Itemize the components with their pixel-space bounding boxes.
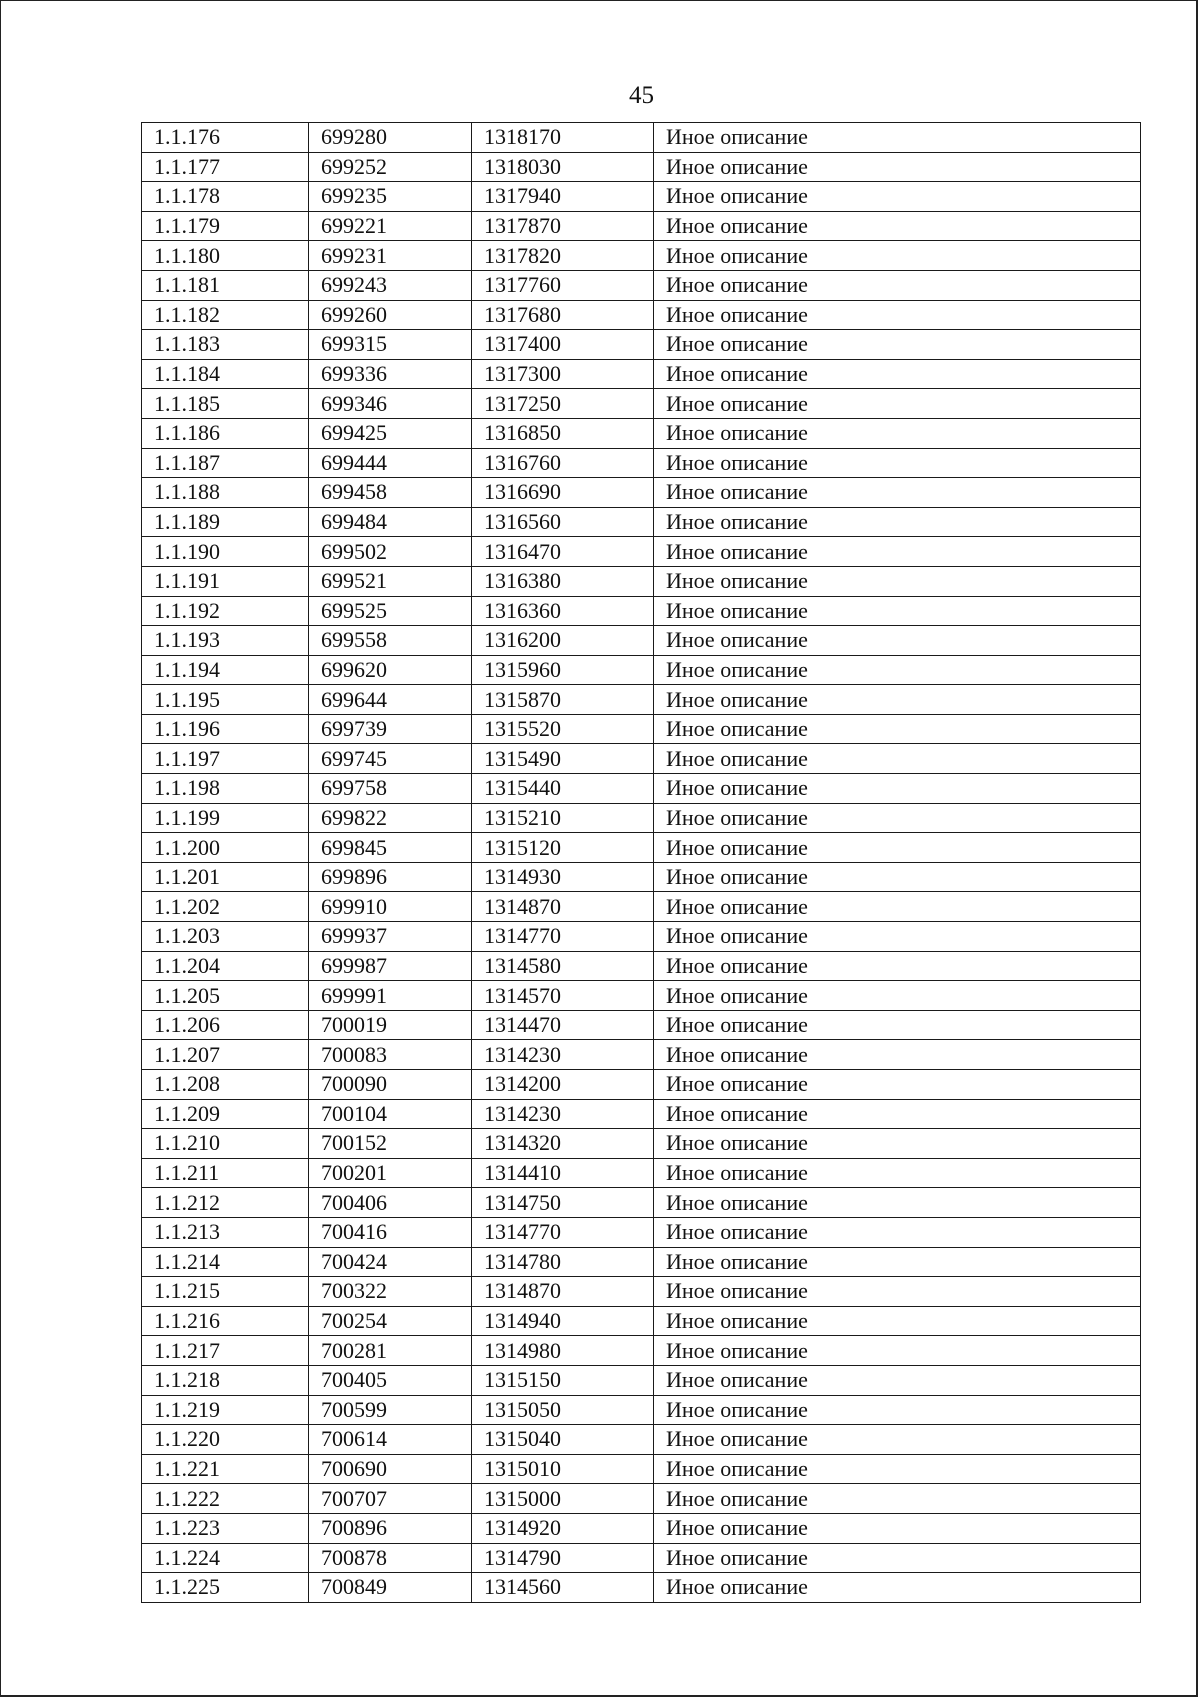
point-number-cell: 1.1.182	[142, 300, 309, 330]
point-number-cell: 1.1.183	[142, 330, 309, 360]
y-coordinate-cell: 1314870	[472, 892, 654, 922]
point-number-cell: 1.1.176	[142, 123, 309, 153]
point-number-cell: 1.1.200	[142, 833, 309, 863]
point-number-cell: 1.1.177	[142, 152, 309, 182]
table-row	[142, 241, 1141, 271]
table-row	[142, 1543, 1141, 1573]
x-coordinate-cell: 699987	[309, 951, 472, 981]
description-cell: Иное описание	[654, 1425, 1141, 1455]
point-number-cell: 1.1.213	[142, 1217, 309, 1247]
point-number-cell: 1.1.201	[142, 862, 309, 892]
x-coordinate-cell: 700322	[309, 1277, 472, 1307]
x-coordinate-cell: 699896	[309, 862, 472, 892]
description-cell: Иное описание	[654, 1306, 1141, 1336]
x-coordinate-cell: 700896	[309, 1513, 472, 1543]
x-coordinate-cell: 700416	[309, 1217, 472, 1247]
description-cell: Иное описание	[654, 1454, 1141, 1484]
description-cell: Иное описание	[654, 1365, 1141, 1395]
x-coordinate-cell: 699458	[309, 478, 472, 508]
y-coordinate-cell: 1315040	[472, 1425, 654, 1455]
table-row	[142, 1040, 1141, 1070]
x-coordinate-cell: 699991	[309, 981, 472, 1011]
description-cell: Иное описание	[654, 566, 1141, 596]
table-row	[142, 566, 1141, 596]
y-coordinate-cell: 1315870	[472, 685, 654, 715]
x-coordinate-cell: 700690	[309, 1454, 472, 1484]
table-row	[142, 478, 1141, 508]
table-row	[142, 1277, 1141, 1307]
page-number: 45	[629, 82, 654, 109]
description-cell: Иное описание	[654, 1513, 1141, 1543]
table-row	[142, 862, 1141, 892]
table-row	[142, 922, 1141, 952]
x-coordinate-cell: 699336	[309, 359, 472, 389]
description-cell: Иное описание	[654, 1188, 1141, 1218]
point-number-cell: 1.1.188	[142, 478, 309, 508]
x-coordinate-cell: 699252	[309, 152, 472, 182]
point-number-cell: 1.1.224	[142, 1543, 309, 1573]
point-number-cell: 1.1.208	[142, 1070, 309, 1100]
y-coordinate-cell: 1314930	[472, 862, 654, 892]
description-cell: Иное описание	[654, 1247, 1141, 1277]
description-cell: Иное описание	[654, 744, 1141, 774]
table-row	[142, 507, 1141, 537]
y-coordinate-cell: 1314570	[472, 981, 654, 1011]
description-cell: Иное описание	[654, 1543, 1141, 1573]
y-coordinate-cell: 1315150	[472, 1365, 654, 1395]
x-coordinate-cell: 699745	[309, 744, 472, 774]
description-cell: Иное описание	[654, 1395, 1141, 1425]
description-cell: Иное описание	[654, 685, 1141, 715]
description-cell: Иное описание	[654, 1573, 1141, 1603]
table-row	[142, 714, 1141, 744]
table-row	[142, 596, 1141, 626]
y-coordinate-cell: 1315010	[472, 1454, 654, 1484]
table-row	[142, 774, 1141, 804]
y-coordinate-cell: 1315210	[472, 803, 654, 833]
description-cell: Иное описание	[654, 626, 1141, 656]
description-cell: Иное описание	[654, 123, 1141, 153]
point-number-cell: 1.1.202	[142, 892, 309, 922]
point-number-cell: 1.1.220	[142, 1425, 309, 1455]
point-number-cell: 1.1.216	[142, 1306, 309, 1336]
x-coordinate-cell: 699937	[309, 922, 472, 952]
point-number-cell: 1.1.185	[142, 389, 309, 419]
x-coordinate-cell: 699822	[309, 803, 472, 833]
x-coordinate-cell: 700090	[309, 1070, 472, 1100]
point-number-cell: 1.1.197	[142, 744, 309, 774]
table-row	[142, 1484, 1141, 1514]
y-coordinate-cell: 1318170	[472, 123, 654, 153]
table-row	[142, 1217, 1141, 1247]
y-coordinate-cell: 1315000	[472, 1484, 654, 1514]
table-row	[142, 1454, 1141, 1484]
y-coordinate-cell: 1314770	[472, 922, 654, 952]
y-coordinate-cell: 1317820	[472, 241, 654, 271]
point-number-cell: 1.1.190	[142, 537, 309, 567]
description-cell: Иное описание	[654, 803, 1141, 833]
table-row	[142, 418, 1141, 448]
point-number-cell: 1.1.195	[142, 685, 309, 715]
description-cell: Иное описание	[654, 1040, 1141, 1070]
table-row	[142, 981, 1141, 1011]
y-coordinate-cell: 1314790	[472, 1543, 654, 1573]
point-number-cell: 1.1.204	[142, 951, 309, 981]
x-coordinate-cell: 699315	[309, 330, 472, 360]
table-row	[142, 951, 1141, 981]
point-number-cell: 1.1.207	[142, 1040, 309, 1070]
table-row	[142, 685, 1141, 715]
description-cell: Иное описание	[654, 537, 1141, 567]
x-coordinate-cell: 699758	[309, 774, 472, 804]
x-coordinate-cell: 699260	[309, 300, 472, 330]
point-number-cell: 1.1.206	[142, 1010, 309, 1040]
point-number-cell: 1.1.186	[142, 418, 309, 448]
point-number-cell: 1.1.217	[142, 1336, 309, 1366]
x-coordinate-cell: 699620	[309, 655, 472, 685]
y-coordinate-cell: 1316470	[472, 537, 654, 567]
table-row	[142, 330, 1141, 360]
y-coordinate-cell: 1317760	[472, 270, 654, 300]
description-cell: Иное описание	[654, 389, 1141, 419]
x-coordinate-cell: 700019	[309, 1010, 472, 1040]
table-row	[142, 123, 1141, 153]
x-coordinate-cell: 700201	[309, 1158, 472, 1188]
y-coordinate-cell: 1318030	[472, 152, 654, 182]
x-coordinate-cell: 700614	[309, 1425, 472, 1455]
x-coordinate-cell: 699845	[309, 833, 472, 863]
y-coordinate-cell: 1315120	[472, 833, 654, 863]
table-row	[142, 1099, 1141, 1129]
y-coordinate-cell: 1316560	[472, 507, 654, 537]
table-row	[142, 270, 1141, 300]
point-number-cell: 1.1.218	[142, 1365, 309, 1395]
x-coordinate-cell: 699235	[309, 182, 472, 212]
point-number-cell: 1.1.210	[142, 1129, 309, 1159]
x-coordinate-cell: 700849	[309, 1573, 472, 1603]
x-coordinate-cell: 700104	[309, 1099, 472, 1129]
description-cell: Иное описание	[654, 1010, 1141, 1040]
y-coordinate-cell: 1317300	[472, 359, 654, 389]
table-row	[142, 1247, 1141, 1277]
point-number-cell: 1.1.221	[142, 1454, 309, 1484]
x-coordinate-cell: 699243	[309, 270, 472, 300]
x-coordinate-cell: 700406	[309, 1188, 472, 1218]
description-cell: Иное описание	[654, 655, 1141, 685]
x-coordinate-cell: 700281	[309, 1336, 472, 1366]
point-number-cell: 1.1.189	[142, 507, 309, 537]
description-cell: Иное описание	[654, 359, 1141, 389]
table-row	[142, 300, 1141, 330]
description-cell: Иное описание	[654, 300, 1141, 330]
y-coordinate-cell: 1316850	[472, 418, 654, 448]
table-row	[142, 448, 1141, 478]
table-row	[142, 744, 1141, 774]
description-cell: Иное описание	[654, 922, 1141, 952]
y-coordinate-cell: 1315520	[472, 714, 654, 744]
table-row	[142, 1395, 1141, 1425]
y-coordinate-cell: 1315050	[472, 1395, 654, 1425]
description-cell: Иное описание	[654, 714, 1141, 744]
point-number-cell: 1.1.219	[142, 1395, 309, 1425]
description-cell: Иное описание	[654, 1336, 1141, 1366]
point-number-cell: 1.1.223	[142, 1513, 309, 1543]
point-number-cell: 1.1.181	[142, 270, 309, 300]
description-cell: Иное описание	[654, 833, 1141, 863]
table-body	[142, 123, 1141, 1603]
description-cell: Иное описание	[654, 981, 1141, 1011]
y-coordinate-cell: 1314200	[472, 1070, 654, 1100]
y-coordinate-cell: 1317940	[472, 182, 654, 212]
x-coordinate-cell: 699484	[309, 507, 472, 537]
y-coordinate-cell: 1316760	[472, 448, 654, 478]
description-cell: Иное описание	[654, 478, 1141, 508]
table-row	[142, 892, 1141, 922]
table-row	[142, 1336, 1141, 1366]
description-cell: Иное описание	[654, 448, 1141, 478]
description-cell: Иное описание	[654, 1099, 1141, 1129]
description-cell: Иное описание	[654, 774, 1141, 804]
y-coordinate-cell: 1315960	[472, 655, 654, 685]
y-coordinate-cell: 1314320	[472, 1129, 654, 1159]
point-number-cell: 1.1.192	[142, 596, 309, 626]
y-coordinate-cell: 1315440	[472, 774, 654, 804]
y-coordinate-cell: 1314230	[472, 1040, 654, 1070]
y-coordinate-cell: 1314770	[472, 1217, 654, 1247]
description-cell: Иное описание	[654, 1070, 1141, 1100]
description-cell: Иное описание	[654, 1129, 1141, 1159]
x-coordinate-cell: 700878	[309, 1543, 472, 1573]
description-cell: Иное описание	[654, 1484, 1141, 1514]
point-number-cell: 1.1.203	[142, 922, 309, 952]
x-coordinate-cell: 699444	[309, 448, 472, 478]
y-coordinate-cell: 1314580	[472, 951, 654, 981]
point-number-cell: 1.1.184	[142, 359, 309, 389]
y-coordinate-cell: 1314780	[472, 1247, 654, 1277]
x-coordinate-cell: 700152	[309, 1129, 472, 1159]
x-coordinate-cell: 700599	[309, 1395, 472, 1425]
table-row	[142, 389, 1141, 419]
x-coordinate-cell: 699739	[309, 714, 472, 744]
table-row	[142, 182, 1141, 212]
table-row	[142, 803, 1141, 833]
point-number-cell: 1.1.193	[142, 626, 309, 656]
y-coordinate-cell: 1316360	[472, 596, 654, 626]
x-coordinate-cell: 700254	[309, 1306, 472, 1336]
point-number-cell: 1.1.212	[142, 1188, 309, 1218]
description-cell: Иное описание	[654, 270, 1141, 300]
table-row	[142, 1513, 1141, 1543]
table-row	[142, 1070, 1141, 1100]
x-coordinate-cell: 700083	[309, 1040, 472, 1070]
y-coordinate-cell: 1314230	[472, 1099, 654, 1129]
table-row	[142, 626, 1141, 656]
y-coordinate-cell: 1314980	[472, 1336, 654, 1366]
point-number-cell: 1.1.211	[142, 1158, 309, 1188]
point-number-cell: 1.1.180	[142, 241, 309, 271]
description-cell: Иное описание	[654, 241, 1141, 271]
y-coordinate-cell: 1317680	[472, 300, 654, 330]
x-coordinate-cell: 699521	[309, 566, 472, 596]
table-row	[142, 211, 1141, 241]
x-coordinate-cell: 700707	[309, 1484, 472, 1514]
y-coordinate-cell: 1316690	[472, 478, 654, 508]
table-row	[142, 1010, 1141, 1040]
y-coordinate-cell: 1317250	[472, 389, 654, 419]
point-number-cell: 1.1.205	[142, 981, 309, 1011]
point-number-cell: 1.1.194	[142, 655, 309, 685]
description-cell: Иное описание	[654, 182, 1141, 212]
x-coordinate-cell: 700424	[309, 1247, 472, 1277]
x-coordinate-cell: 699221	[309, 211, 472, 241]
point-number-cell: 1.1.222	[142, 1484, 309, 1514]
table-row	[142, 1425, 1141, 1455]
point-number-cell: 1.1.179	[142, 211, 309, 241]
point-number-cell: 1.1.225	[142, 1573, 309, 1603]
y-coordinate-cell: 1314870	[472, 1277, 654, 1307]
point-number-cell: 1.1.191	[142, 566, 309, 596]
point-number-cell: 1.1.178	[142, 182, 309, 212]
y-coordinate-cell: 1317870	[472, 211, 654, 241]
description-cell: Иное описание	[654, 596, 1141, 626]
table-row	[142, 359, 1141, 389]
description-cell: Иное описание	[654, 1217, 1141, 1247]
x-coordinate-cell: 699280	[309, 123, 472, 153]
point-number-cell: 1.1.196	[142, 714, 309, 744]
point-number-cell: 1.1.214	[142, 1247, 309, 1277]
y-coordinate-cell: 1314940	[472, 1306, 654, 1336]
y-coordinate-cell: 1314560	[472, 1573, 654, 1603]
y-coordinate-cell: 1314470	[472, 1010, 654, 1040]
table-row	[142, 655, 1141, 685]
table-row	[142, 1129, 1141, 1159]
y-coordinate-cell: 1314920	[472, 1513, 654, 1543]
description-cell: Иное описание	[654, 418, 1141, 448]
table-row	[142, 537, 1141, 567]
description-cell: Иное описание	[654, 862, 1141, 892]
y-coordinate-cell: 1316380	[472, 566, 654, 596]
description-cell: Иное описание	[654, 1158, 1141, 1188]
table-row	[142, 1306, 1141, 1336]
point-number-cell: 1.1.209	[142, 1099, 309, 1129]
x-coordinate-cell: 700405	[309, 1365, 472, 1395]
table-row	[142, 1188, 1141, 1218]
y-coordinate-cell: 1314410	[472, 1158, 654, 1188]
x-coordinate-cell: 699558	[309, 626, 472, 656]
y-coordinate-cell: 1314750	[472, 1188, 654, 1218]
x-coordinate-cell: 699644	[309, 685, 472, 715]
x-coordinate-cell: 699525	[309, 596, 472, 626]
table-row	[142, 1573, 1141, 1603]
x-coordinate-cell: 699910	[309, 892, 472, 922]
x-coordinate-cell: 699231	[309, 241, 472, 271]
x-coordinate-cell: 699425	[309, 418, 472, 448]
x-coordinate-cell: 699502	[309, 537, 472, 567]
table-row	[142, 152, 1141, 182]
description-cell: Иное описание	[654, 1277, 1141, 1307]
point-number-cell: 1.1.198	[142, 774, 309, 804]
table-row	[142, 1365, 1141, 1395]
coordinates-table	[141, 122, 1141, 1603]
y-coordinate-cell: 1315490	[472, 744, 654, 774]
table-row	[142, 1158, 1141, 1188]
table-row	[142, 833, 1141, 863]
y-coordinate-cell: 1316200	[472, 626, 654, 656]
description-cell: Иное описание	[654, 330, 1141, 360]
description-cell: Иное описание	[654, 211, 1141, 241]
description-cell: Иное описание	[654, 152, 1141, 182]
point-number-cell: 1.1.215	[142, 1277, 309, 1307]
description-cell: Иное описание	[654, 892, 1141, 922]
description-cell: Иное описание	[654, 951, 1141, 981]
point-number-cell: 1.1.199	[142, 803, 309, 833]
description-cell: Иное описание	[654, 507, 1141, 537]
point-number-cell: 1.1.187	[142, 448, 309, 478]
x-coordinate-cell: 699346	[309, 389, 472, 419]
y-coordinate-cell: 1317400	[472, 330, 654, 360]
